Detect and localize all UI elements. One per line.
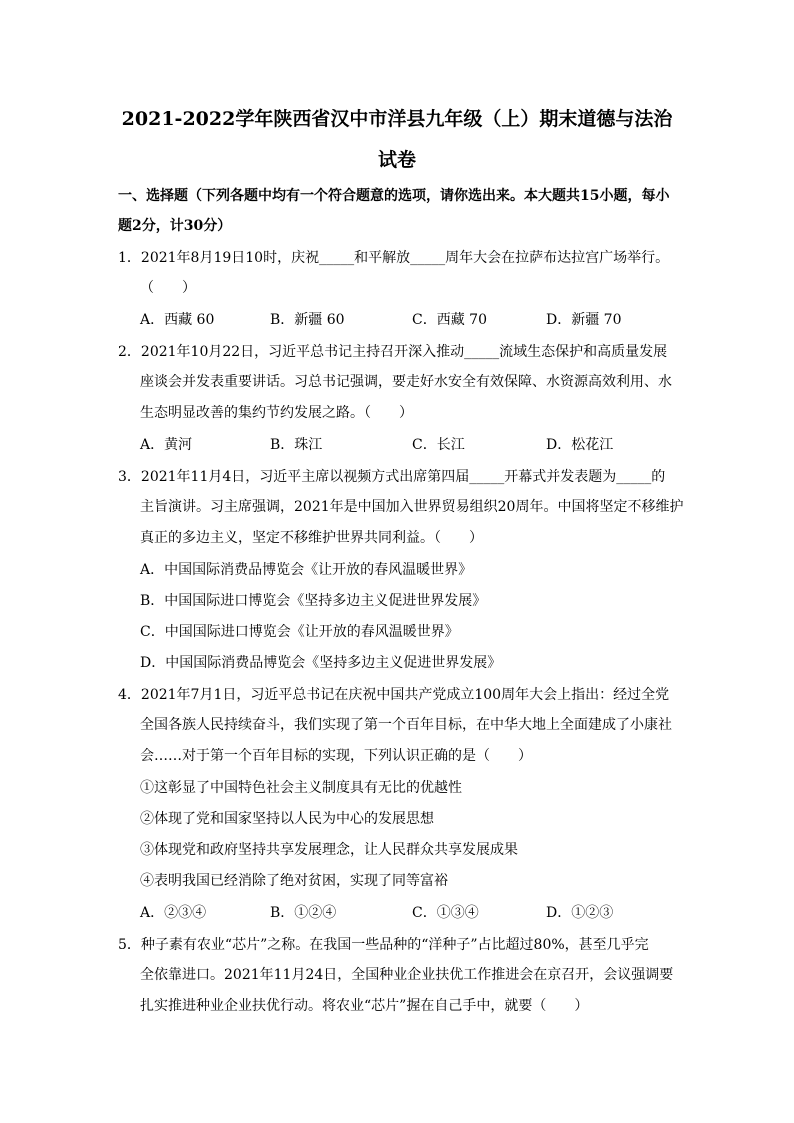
question-1-option-c: C．西藏 70: [412, 312, 487, 328]
question-4-line1: 4．2021年7月1日，习近平总书记在庆祝中国共产党成立100周年大会上指出：经过全党: [118, 687, 670, 703]
question-5-line3: 扎实推进种业企业扶优行动。将农业“芯片”握在自己手中，就要（ ）: [140, 998, 589, 1014]
question-4-option-c: C．①③④: [412, 905, 479, 921]
question-5-line1: 5．种子素有农业“芯片”之称。在我国一些品种的“洋种子”占比超过80%，甚至几乎完: [118, 937, 649, 953]
question-3-option-b: B．中国国际进口博览会《坚持多边主义促进世界发展》: [140, 593, 487, 609]
question-3-option-c: C．中国国际进口博览会《让开放的春风温暖世界》: [140, 624, 459, 640]
exam-title-line1: 2021-2022学年陕西省汉中市洋县九年级（上）期末道德与法治: [121, 108, 673, 130]
exam-title-line2: 试卷: [377, 149, 416, 171]
question-1-line1: 1．2021年8月19日10时，庆祝_____和平解放_____周年大会在拉萨布达拉宫广场举行。: [118, 250, 670, 266]
question-4-option-a: A．②③④: [140, 905, 207, 921]
question-4-statement-3: ③体现党和政府坚持共享发展理念，让人民群众共享发展成果: [140, 842, 518, 858]
question-4-line2: 全国各族人民持续奋斗，我们实现了第一个百年目标，在中华大地上全面建成了小康社: [140, 717, 672, 733]
question-2-option-a: A．黄河: [140, 437, 193, 453]
question-2-line2: 座谈会并发表重要讲话。习总书记强调，要走好水安全有效保障、水资源高效利用、水: [140, 374, 672, 390]
question-3-line1: 3．2021年11月4日，习近平主席以视频方式出席第四届_____开幕式并发表题为_____的: [118, 469, 666, 485]
question-2-line3: 生态明显改善的集约节约发展之路。（ ）: [140, 405, 413, 421]
question-4-option-d: D．①②③: [546, 905, 614, 921]
question-3-line3: 真正的多边主义，坚定不移维护世界共同利益。（ ）: [140, 530, 483, 546]
question-4-line3: 会……对于第一个百年目标的实现，下列认识正确的是（ ）: [140, 748, 532, 764]
question-1-option-b: B．新疆 60: [270, 312, 345, 328]
question-3-option-a: A．中国国际消费品博览会《让开放的春风温暖世界》: [140, 562, 473, 578]
question-1-option-d: D．新疆 70: [546, 312, 622, 328]
question-1-option-a: A．西藏 60: [140, 312, 215, 328]
section-heading-line2: 题2分，计30分）: [118, 218, 232, 234]
question-2-line1: 2．2021年10月22日，习近平总书记主持召开深入推动_____流域生态保护和高质量发展: [118, 344, 668, 360]
section-heading-line1: 一、选择题（下列各题中均有一个符合题意的选项，请你选出来。本大题共15小题，每小: [118, 188, 670, 204]
question-2-option-b: B．珠江: [270, 437, 323, 453]
question-2-option-d: D．松花江: [546, 437, 614, 453]
question-3-line2: 主旨演讲。习主席强调，2021年是中国加入世界贸易组织20周年。中国将坚定不移维护: [140, 499, 684, 515]
question-4-statement-2: ②体现了党和国家坚持以人民为中心的发展思想: [140, 811, 434, 827]
question-2-option-c: C．长江: [412, 437, 465, 453]
question-4-statement-4: ④表明我国已经消除了绝对贫困，实现了同等富裕: [140, 873, 448, 889]
question-1-answer-paren: （ ）: [140, 280, 196, 296]
question-4-option-b: B．①②④: [270, 905, 337, 921]
question-5-line2: 全依靠进口。2021年11月24日，全国种业企业扶优工作推进会在京召开，会议强调要: [140, 967, 674, 983]
question-3-option-d: D．中国国际消费品博览会《坚持多边主义促进世界发展》: [140, 655, 502, 671]
question-4-statement-1: ①这彰显了中国特色社会主义制度具有无比的优越性: [140, 780, 462, 796]
